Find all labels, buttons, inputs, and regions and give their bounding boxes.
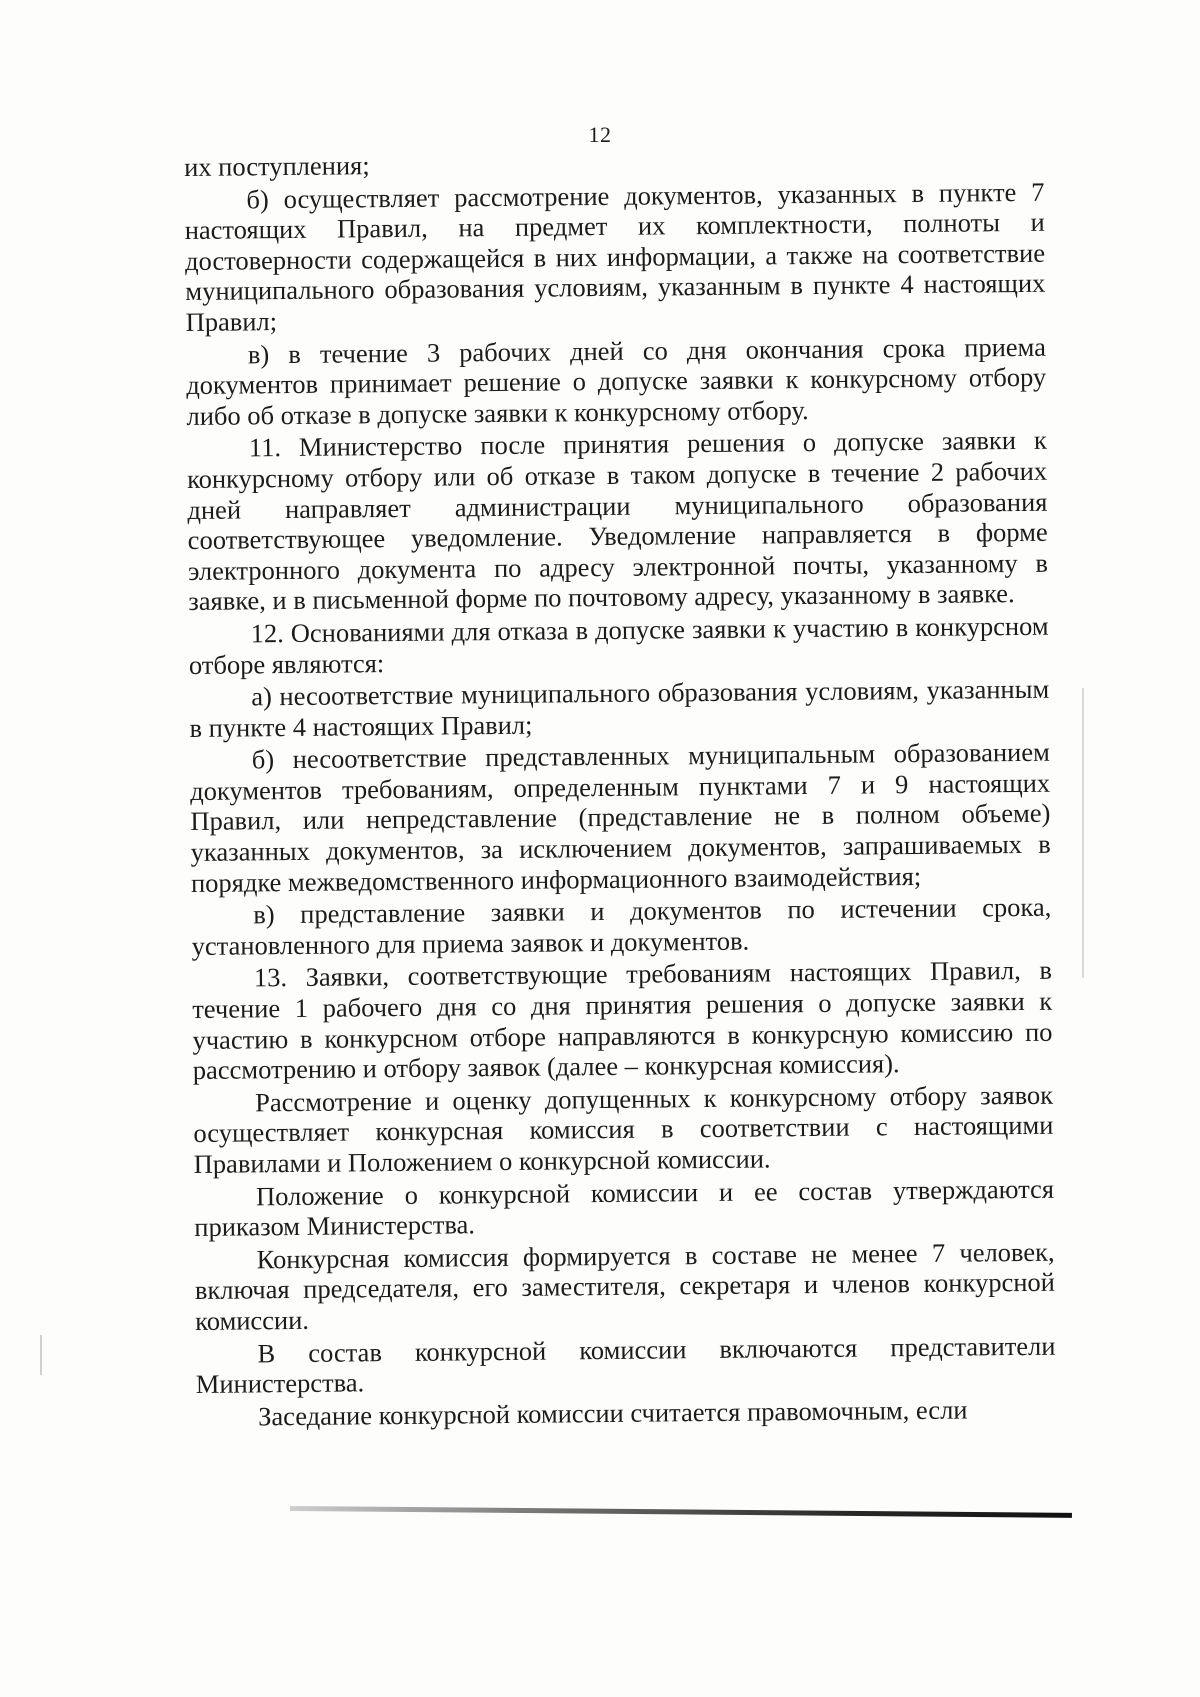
paragraph: В состав конкурсной комиссии включаются представители Министерства. <box>195 1330 1056 1400</box>
paragraph: в) представление заявки и документов по истечении срока, установленного для приема заявок и документов. <box>191 891 1052 961</box>
paragraph: в) в течение 3 рабочих дней со дня окончания срока приема документов принимает решение о допуске заявки к конкурсному отбору либо об отказе в допуске заявки к конкурсному отбору. <box>186 331 1047 431</box>
paragraph: Положение о конкурсной комиссии и ее состав утверждаются приказом Министерства. <box>194 1173 1055 1243</box>
bottom-rule-divider <box>290 1506 1072 1518</box>
paragraph: б) осуществляет рассмотрение документов, указанных в пункте 7 настоящих Правил, на предмет их комплектности, полноты и достоверности содержащейся в них информации, а также на соответствие муниципального образования условиям, указанным в пункте 4 настоящих Правил; <box>184 176 1046 337</box>
paragraph: а) несоответствие муниципального образования условиям, указанным в пункте 4 настоящих Правил; <box>189 673 1050 743</box>
paragraph: их поступления; <box>184 150 370 182</box>
scan-artifact-line <box>40 1335 42 1375</box>
paragraph-item-13: 13. Заявки, соответствующие требованиям настоящих Правил, в течение 1 рабочего дня со дня принятия решения о допуске заявки к участию в конкурсном отборе направляются в конкурсную комиссию по рассмотрению и отбору заявок (далее – конкурсная комиссия). <box>192 955 1053 1086</box>
paragraph-item-12: 12. Основаниями для отказа в допуске заявки к участию в конкурсном отборе являются: <box>188 610 1049 680</box>
paragraph: Конкурсная комиссия формируется в составе не менее 7 человек, включая председателя, его заместителя, секретаря и членов конкурсной комиссии. <box>194 1236 1056 1336</box>
document-body <box>184 144 1056 1435</box>
paragraph: Рассмотрение и оценку допущенных к конкурсному отбору заявок осуществляет конкурсная комиссия в соответствии с настоящими Правилами и Положением о конкурсной комиссии. <box>193 1079 1054 1179</box>
scan-artifact-line <box>1082 688 1084 978</box>
paragraph-item-11: 11. Министерство после принятия решения о допуске заявки к конкурсному отбору или об отказе в таком допуске в течение 2 рабочих дней направляет администрации муниципального образования соответствующее уведомление. Уведомление направляется в форме электронного документа по адресу электронной почты, указанному в заявке, и в письменной форме по почтовому адресу, указанному в заявке. <box>186 425 1049 617</box>
page-number: 12 <box>588 122 612 147</box>
paragraph: Заседание конкурсной комиссии считается правомочным, если <box>257 1394 968 1432</box>
paragraph: б) несоответствие представленных муниципальным образованием документов требованиям, определенным пунктами 7 и 9 настоящих Правил, или непредставление (представление не в полном объеме) указанных документов, за исключением документов, запрашиваемых в порядке межведомственного информационного взаимодействия; <box>189 736 1051 898</box>
